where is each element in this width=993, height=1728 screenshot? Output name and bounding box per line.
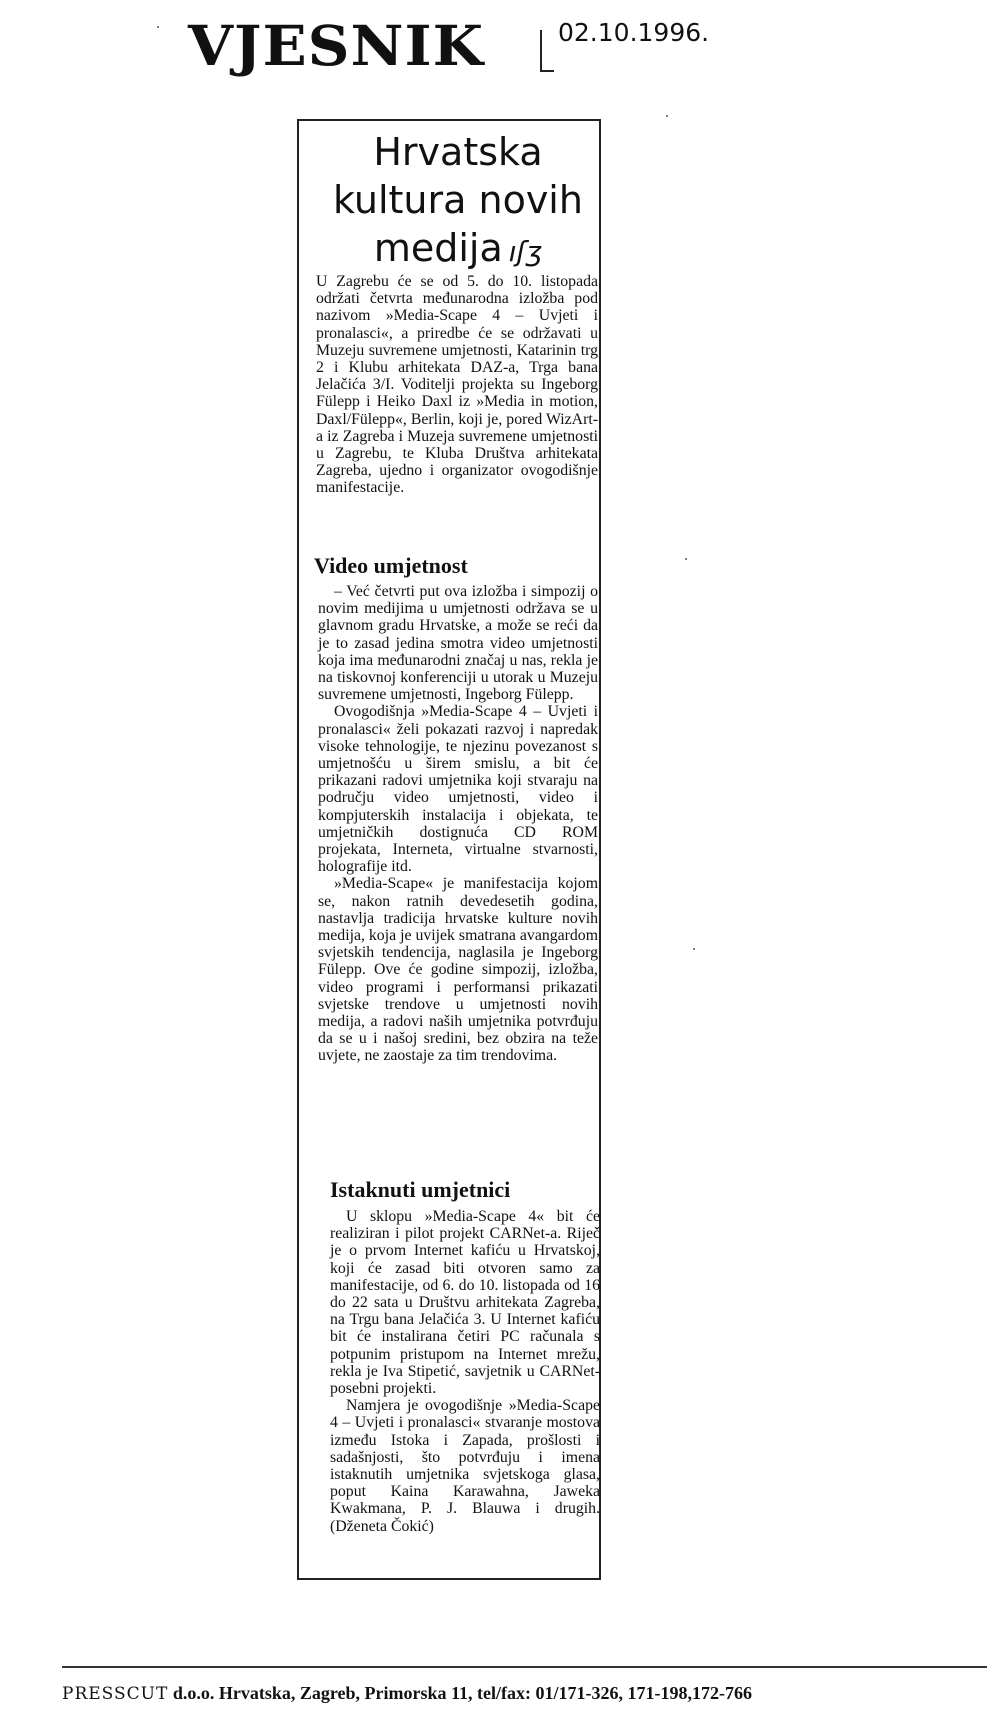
section-heading-artists: Istaknuti umjetnici	[330, 1177, 511, 1202]
scan-speck	[685, 558, 687, 560]
section-body-artists	[330, 1208, 600, 1535]
scan-speck	[666, 115, 668, 117]
scan-speck	[693, 948, 695, 950]
section-body-video	[318, 583, 598, 1065]
date-bracket	[540, 30, 554, 72]
headline-line-3: medija	[373, 226, 503, 270]
footer-credit	[62, 1683, 987, 1704]
handwritten-mark: ıʃʒ	[508, 235, 543, 268]
headline-line-3-wrap	[318, 224, 598, 276]
section-heading-video: Video umjetnost	[314, 553, 468, 578]
paragraph: U sklopu »Media-Scape 4« bit će realiziran i pilot projekt CARNet-a. Riječ je o prvom Internet kafiću u Hrvatskoj, koji će zasad biti otvoren samo za manifestacije, od 6. do 10. listopada od 16 do 22 sata u Društvu arhitekata Zagreba, na Trgu bana Jelačića 3. U Internet kafiću bit će instalirana četiri PC računala s potpunim pristupom na Internet mrežu, rekla je Iva Stipetić, savjetnik u CARNet-posebni projekti.	[330, 1208, 600, 1398]
footer-address: d.o.o. Hrvatska, Zagreb, Primorska 11, tel/fax: 01/171-326, 171-198,172-766	[172, 1683, 752, 1703]
headline-line-1: Hrvatska	[373, 130, 543, 174]
paragraph: – Već četvrti put ova izložba i simpozij o novim medijima u umjetnosti održava se u glavnom gradu Hrvatske, a može se reći da je to zasad jedina smotra video umjetnosti koja ima međunarodni značaj u nas, rekla je na tiskovnoj konferenciji u utorak u Muzeju suvremene umjetnosti, Ingeborg Fülepp.	[318, 583, 598, 704]
newspaper-masthead: VJESNIK	[188, 13, 485, 79]
headline-line-2: kultura novih	[333, 178, 583, 222]
article-intro: U Zagrebu će se od 5. do 10. listopada održati četvrta međunarodna izložba pod nazivom »Media-Scape 4 – Uvjeti i pronalasci«, a priredbe će se održavati u Muzeju suvremene umjetnosti, Katarinin trg 2 i Klubu arhitekata DAZ-a, Trga bana Jelačića 3/I. Voditelji projekta su Ingeborg Fülepp i Heiko Daxl iz »Media in motion, Daxl/Fülepp«, Berlin, koji je, pored WizArt-a iz Zagreba i Muzeja suvremene umjetnosti u Zagrebu, te Kluba Društva arhitekata Zagreba, ujedno i organizator ovogodišnje manifestacije.	[316, 273, 598, 497]
presscut-brand: PRESSCUT	[62, 1684, 169, 1704]
column-rule	[297, 557, 315, 1577]
paragraph: »Media-Scape« je manifestacija kojom se, nakon ratnih devedesetih godina, nastavlja tradicija hrvatske kulture novih medija, koja je uvijek smatrana avangardom svjetskih tendencija, naglasila je Ingeborg Fülepp. Ove će godine simpozij, izložba, video programi i performansi prikazati svjetske trendove u umjetnosti novih medija, a radovi naših umjetnika potvrđuju da se u i našoj sredini, bez obzira na teže uvjete, ne zaostaje za tim trendovima.	[318, 875, 598, 1065]
scan-speck	[157, 26, 159, 28]
publication-date: 02.10.1996.	[558, 18, 710, 47]
paragraph: Ovogodišnja »Media-Scape 4 – Uvjeti i pronalasci« želi pokazati razvoj i napredak visoke tehnologije, te njezinu povezanost s umjetnošću u širem smislu, a bit će prikazani radovi umjetnika koji stvaraju na području video umjetnosti, video i kompjuterskih instalacija i objekata, te umjetničkih dostignuća CD ROM projekata, Interneta, virtualne stvarnosti, holografije itd.	[318, 703, 598, 876]
footer-divider	[62, 1666, 987, 1668]
paragraph: Namjera je ovogodišnje »Media-Scape 4 – Uvjeti i pronalasci« stvaranje mostova između Istoka i Zapada, prošlosti i sadašnjosti, što potvrđuju i imena istaknutih umjetnika svjetskoga glasa, poput Kaina Karawahna, Jaweka Kwakmana, P. J. Blauwa i drugih. (Dženeta Čokić)	[330, 1397, 600, 1535]
article-headline	[318, 128, 598, 276]
